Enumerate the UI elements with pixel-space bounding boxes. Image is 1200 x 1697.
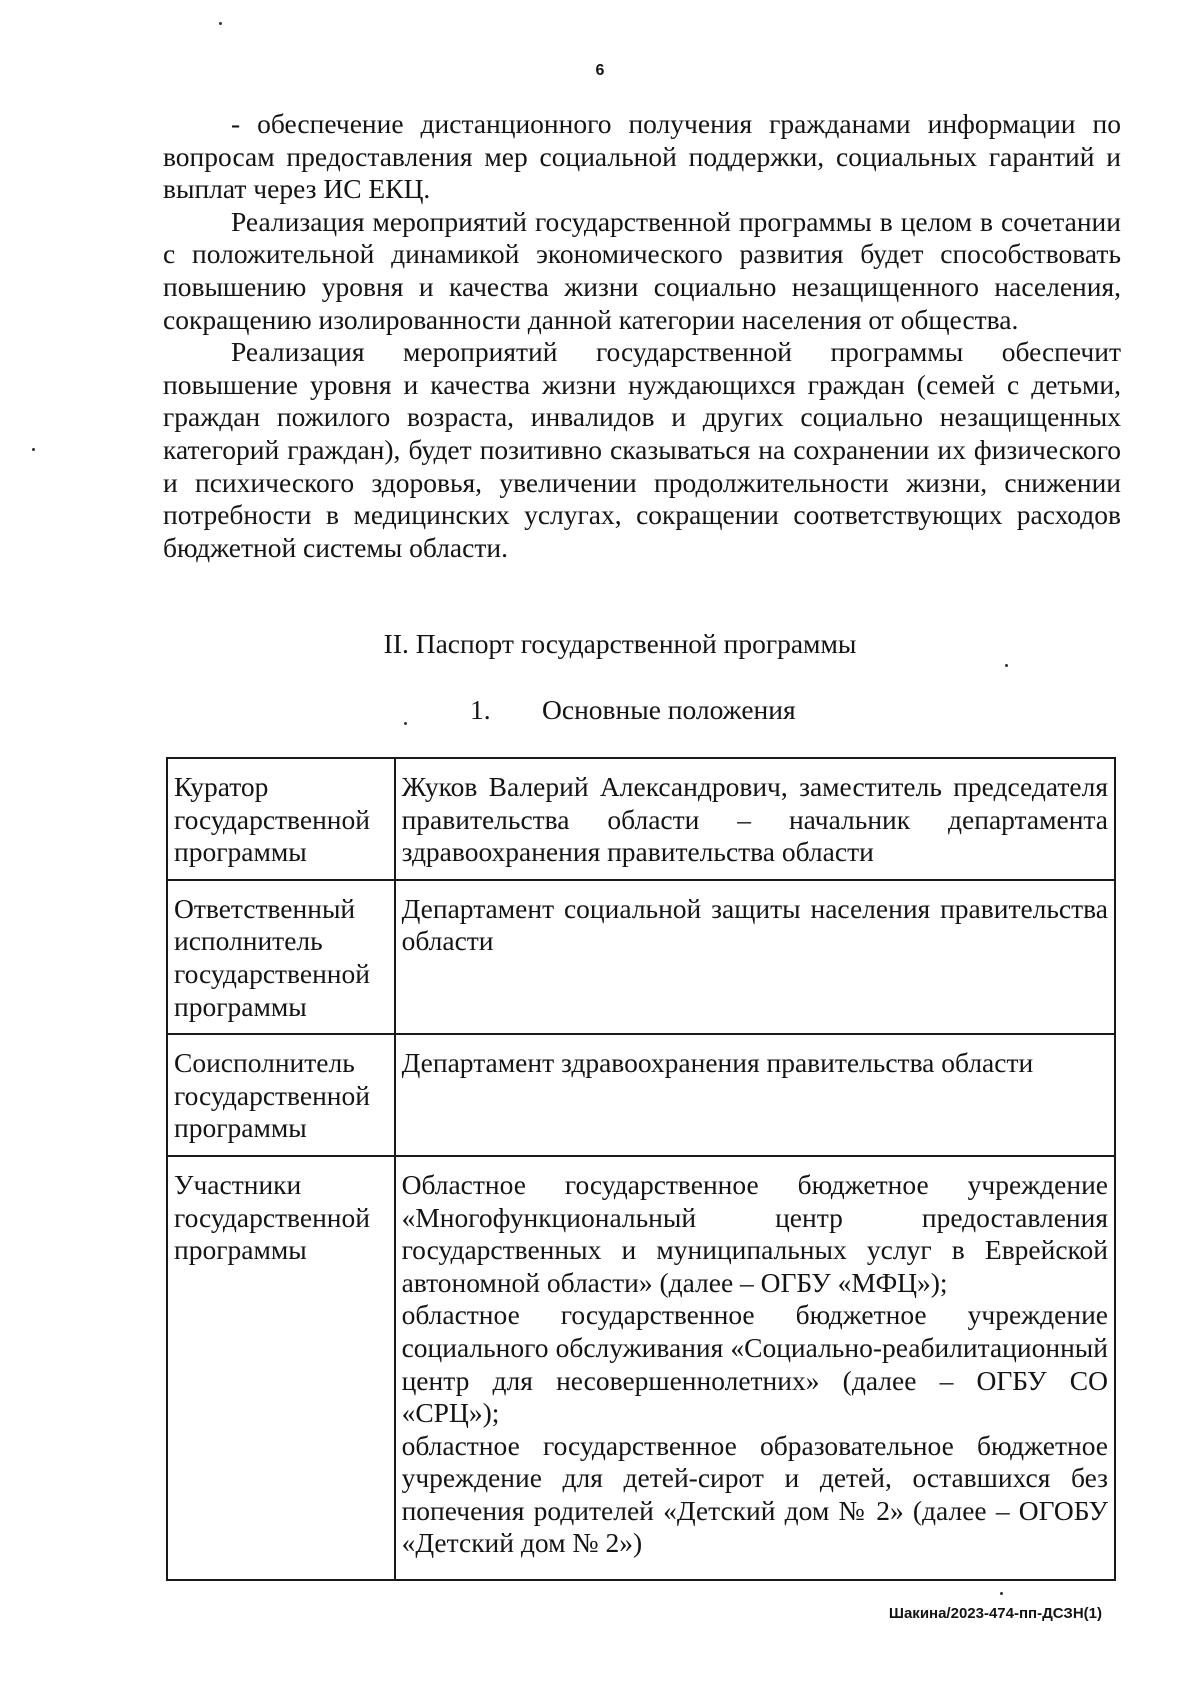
table-value-cell xyxy=(395,1156,1115,1580)
table-row xyxy=(167,880,1115,1034)
scan-speck xyxy=(32,448,35,451)
table-label-cell: Соисполнитель государственной программы xyxy=(167,1034,395,1156)
table-label-cell: Участники государственной программы xyxy=(167,1156,395,1580)
table-value-cell xyxy=(395,880,1115,1034)
value-text: областное государственное образовательное бюджетное учреждение для детей-сирот и детей, оставшихся без попечения родителей «Детский дом № 2» (далее – ОГОБУ «Детский дом № 2») xyxy=(401,1429,1108,1559)
scan-speck xyxy=(404,722,407,725)
value-text: Жуков Валерий Александрович, заместитель председателя правительства области – начальник департамента здравоохранения правительства области xyxy=(401,771,1108,868)
subsection-title xyxy=(470,694,796,726)
paragraph: - обеспечение дистанционного получения гражданами информации по вопросам предоставления мер социальной поддержки, социальных гарантий и выплат через ИС ЕКЦ. xyxy=(163,108,1121,205)
table-row xyxy=(167,758,1115,880)
passport-table xyxy=(166,757,1116,1581)
table-row xyxy=(167,1034,1115,1156)
scan-speck xyxy=(1005,664,1008,667)
value-text: Департамент социальной защиты населения правительства области xyxy=(401,892,1108,957)
section-title: II. Паспорт государственной программы xyxy=(383,628,857,659)
subsection-title-text: Основные положения xyxy=(542,694,796,725)
paragraph: Реализация мероприятий государственной программы обеспечит повышение уровня и качества жизни нуждающихся граждан (семей с детьми, граждан пожилого возраста, инвалидов и других социально незащищенных категорий граждан), будет позитивно сказываться на сохранении их физического и психического здоровья, увеличении продолжительности жизни, снижении потребности в медицинских услугах, сокращении соответствующих расходов бюджетной системы области. xyxy=(163,336,1121,563)
table-value-cell xyxy=(395,1034,1115,1156)
paragraph: Реализация мероприятий государственной программы в целом в сочетании с положительной динамикой экономического развития будет способствовать повышению уровня и качества жизни социально незащищенного населения, сокращению изолированности данной категории населения от общества. xyxy=(163,205,1121,335)
table-value-cell xyxy=(395,758,1115,880)
table-label-cell: Куратор государственной программы xyxy=(167,758,395,880)
footer-document-code: Шакина/2023-474-пп-ДСЗН(1) xyxy=(888,1605,1102,1622)
page-number: 6 xyxy=(595,62,605,79)
value-text: Департамент здравоохранения правительства области xyxy=(401,1047,1034,1079)
body-text xyxy=(163,108,1121,564)
scan-speck xyxy=(219,22,222,25)
table-row xyxy=(167,1156,1115,1580)
value-text: Областное государственное бюджетное учреждение «Многофункциональный центр предоставления государственных и муниципальных услуг в Еврейской автономной области» (далее – ОГБУ «МФЦ»); xyxy=(401,1168,1108,1298)
table-label-cell: Ответственный исполнитель государственной программы xyxy=(167,880,395,1034)
scan-speck xyxy=(1000,1592,1003,1595)
subsection-number: 1. xyxy=(470,694,491,725)
value-text: областное государственное бюджетное учреждение социального обслуживания «Социально-реабилитационный центр для несовершеннолетних» (далее – ОГБУ СО «СРЦ»); xyxy=(401,1299,1108,1429)
